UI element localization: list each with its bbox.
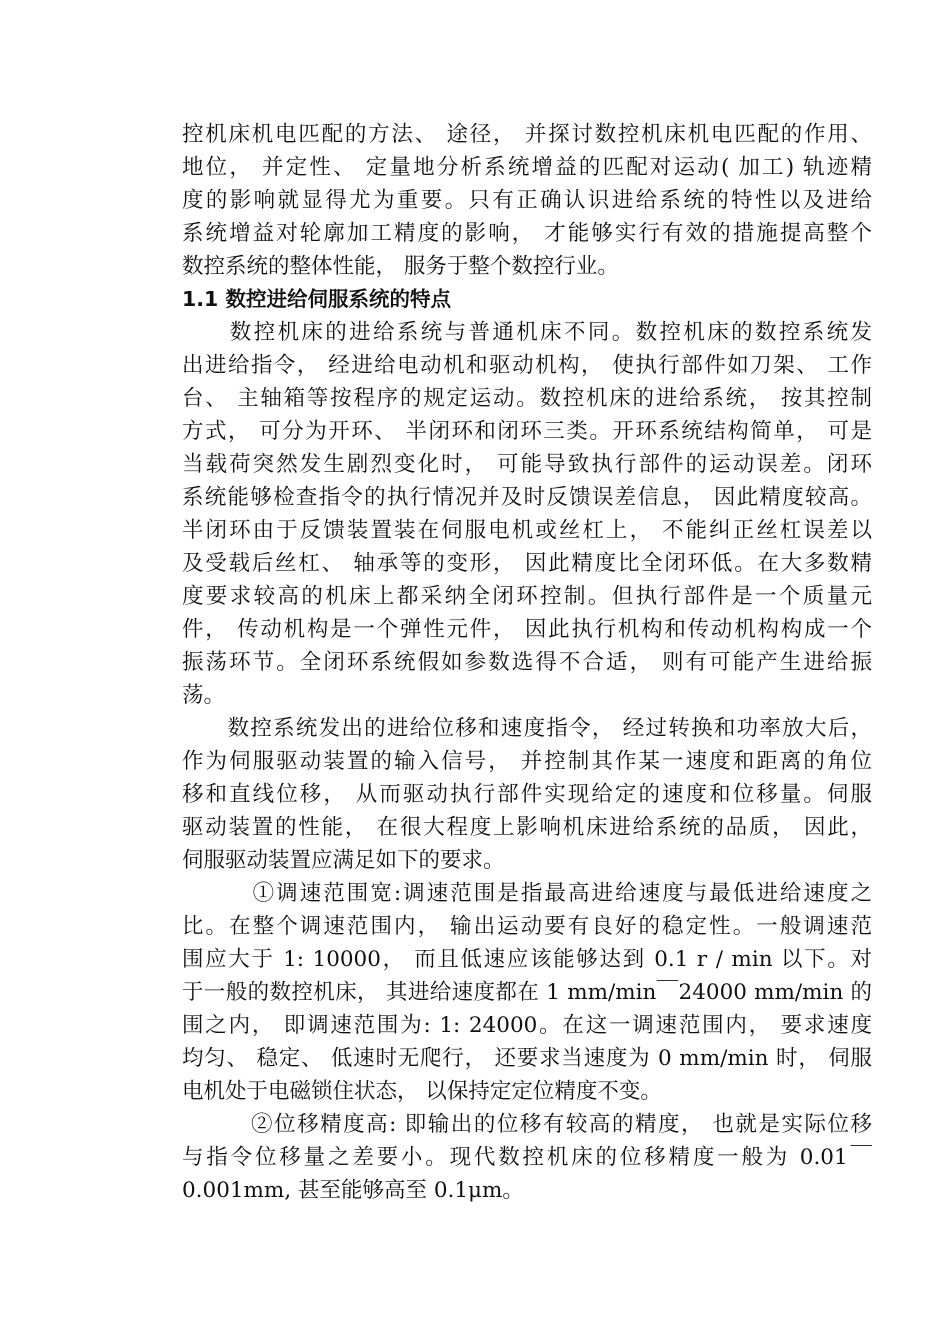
text-line: 作为伺服驱动装置的输入信号， 并控制其作某一速度和距离的角位 xyxy=(182,749,872,774)
text-line: 方式， 可分为开环、 半闭环和闭环三类。开环系统结构简单， 可是 xyxy=(182,419,872,444)
text-line: 控机床机电匹配的方法、 途径， 并探讨数控机床机电匹配的作用、 xyxy=(182,122,872,147)
text-line: 数控机床的进给系统与普通机床不同。数控机床的数控系统发 xyxy=(182,320,872,345)
text-line: 围应大于 1: 10000， 而且低速应该能够达到 0.1 r / min 以下。对 xyxy=(182,947,872,972)
text-line: 半闭环由于反馈装置装在伺服电机或丝杠上， 不能纠正丝杠误差以 xyxy=(182,518,872,543)
text-line: 度要求较高的机床上都采纳全闭环控制。但执行部件是一个质量元 xyxy=(182,584,872,609)
text-line: 数控系统发出的进给位移和速度指令， 经过转换和功率放大后， xyxy=(182,716,872,741)
text-line: 当载荷突然发生剧烈变化时， 可能导致执行部件的运动误差。闭环 xyxy=(182,452,872,477)
text-line: 于一般的数控机床， 其进给速度都在 1 mm/min￣24000 mm/min 的 xyxy=(182,980,872,1005)
text-line: 数控系统的整体性能， 服务于整个数控行业。 xyxy=(182,254,619,279)
text-line: 驱动装置的性能， 在很大程度上影响机床进给系统的品质， 因此， xyxy=(182,815,872,840)
text-line: 与指令位移量之差要小。现代数控机床的位移精度一般为 0.01￣ xyxy=(182,1145,872,1170)
text-line: 伺服驱动装置应满足如下的要求。 xyxy=(182,848,505,873)
section-heading: 1.1 数控进给伺服系统的特点 xyxy=(182,287,451,311)
text-line: 电机处于电磁锁住状态， 以保持定定位精度不变。 xyxy=(182,1079,662,1104)
text-line: 围之内， 即调速范围为: 1: 24000。在这一调速范围内， 要求速度 xyxy=(182,1013,872,1038)
text-line: 0.001mm, 甚至能够高至 0.1μm。 xyxy=(182,1178,524,1203)
text-line: 地位， 并定性、 定量地分析系统增益的匹配对运动( 加工) 轨迹精 xyxy=(182,155,872,180)
text-line: 及受载后丝杠、 轴承等的变形， 因此精度比全闭环低。在大多数精 xyxy=(182,551,872,576)
text-line: ①调速范围宽:调速范围是指最高进给速度与最低进给速度之 xyxy=(182,881,872,906)
text-line: 度的影响就显得尤为重要。只有正确认识进给系统的特性以及进给 xyxy=(182,188,872,213)
text-line: 移和直线位移， 从而驱动执行部件实现给定的速度和位移量。伺服 xyxy=(182,782,872,807)
text-line: 均匀、 稳定、 低速时无爬行， 还要求当速度为 0 mm/min 时， 伺服 xyxy=(182,1046,872,1071)
text-line: 比。在整个调速范围内， 输出运动要有良好的稳定性。一般调速范 xyxy=(182,914,872,939)
text-line: 系统能够检查指令的执行情况并及时反馈误差信息， 因此精度较高。 xyxy=(182,485,872,510)
text-line: 荡。 xyxy=(182,683,226,708)
text-line: 系统增益对轮廓加工精度的影响， 才能够实行有效的措施提高整个 xyxy=(182,221,872,246)
text-line: 件， 传动机构是一个弹性元件， 因此执行机构和传动机构构成一个 xyxy=(182,617,872,642)
text-line: 台、 主轴箱等按程序的规定运动。数控机床的进给系统， 按其控制 xyxy=(182,386,872,411)
text-line: 振荡环节。全闭环系统假如参数选得不合适， 则有可能产生进给振 xyxy=(182,650,872,675)
document-body xyxy=(182,118,872,1207)
text-line: 出进给指令， 经进给电动机和驱动机构， 使执行部件如刀架、 工作 xyxy=(182,353,872,378)
text-line: ②位移精度高: 即输出的位移有较高的精度， 也就是实际位移 xyxy=(182,1112,872,1137)
